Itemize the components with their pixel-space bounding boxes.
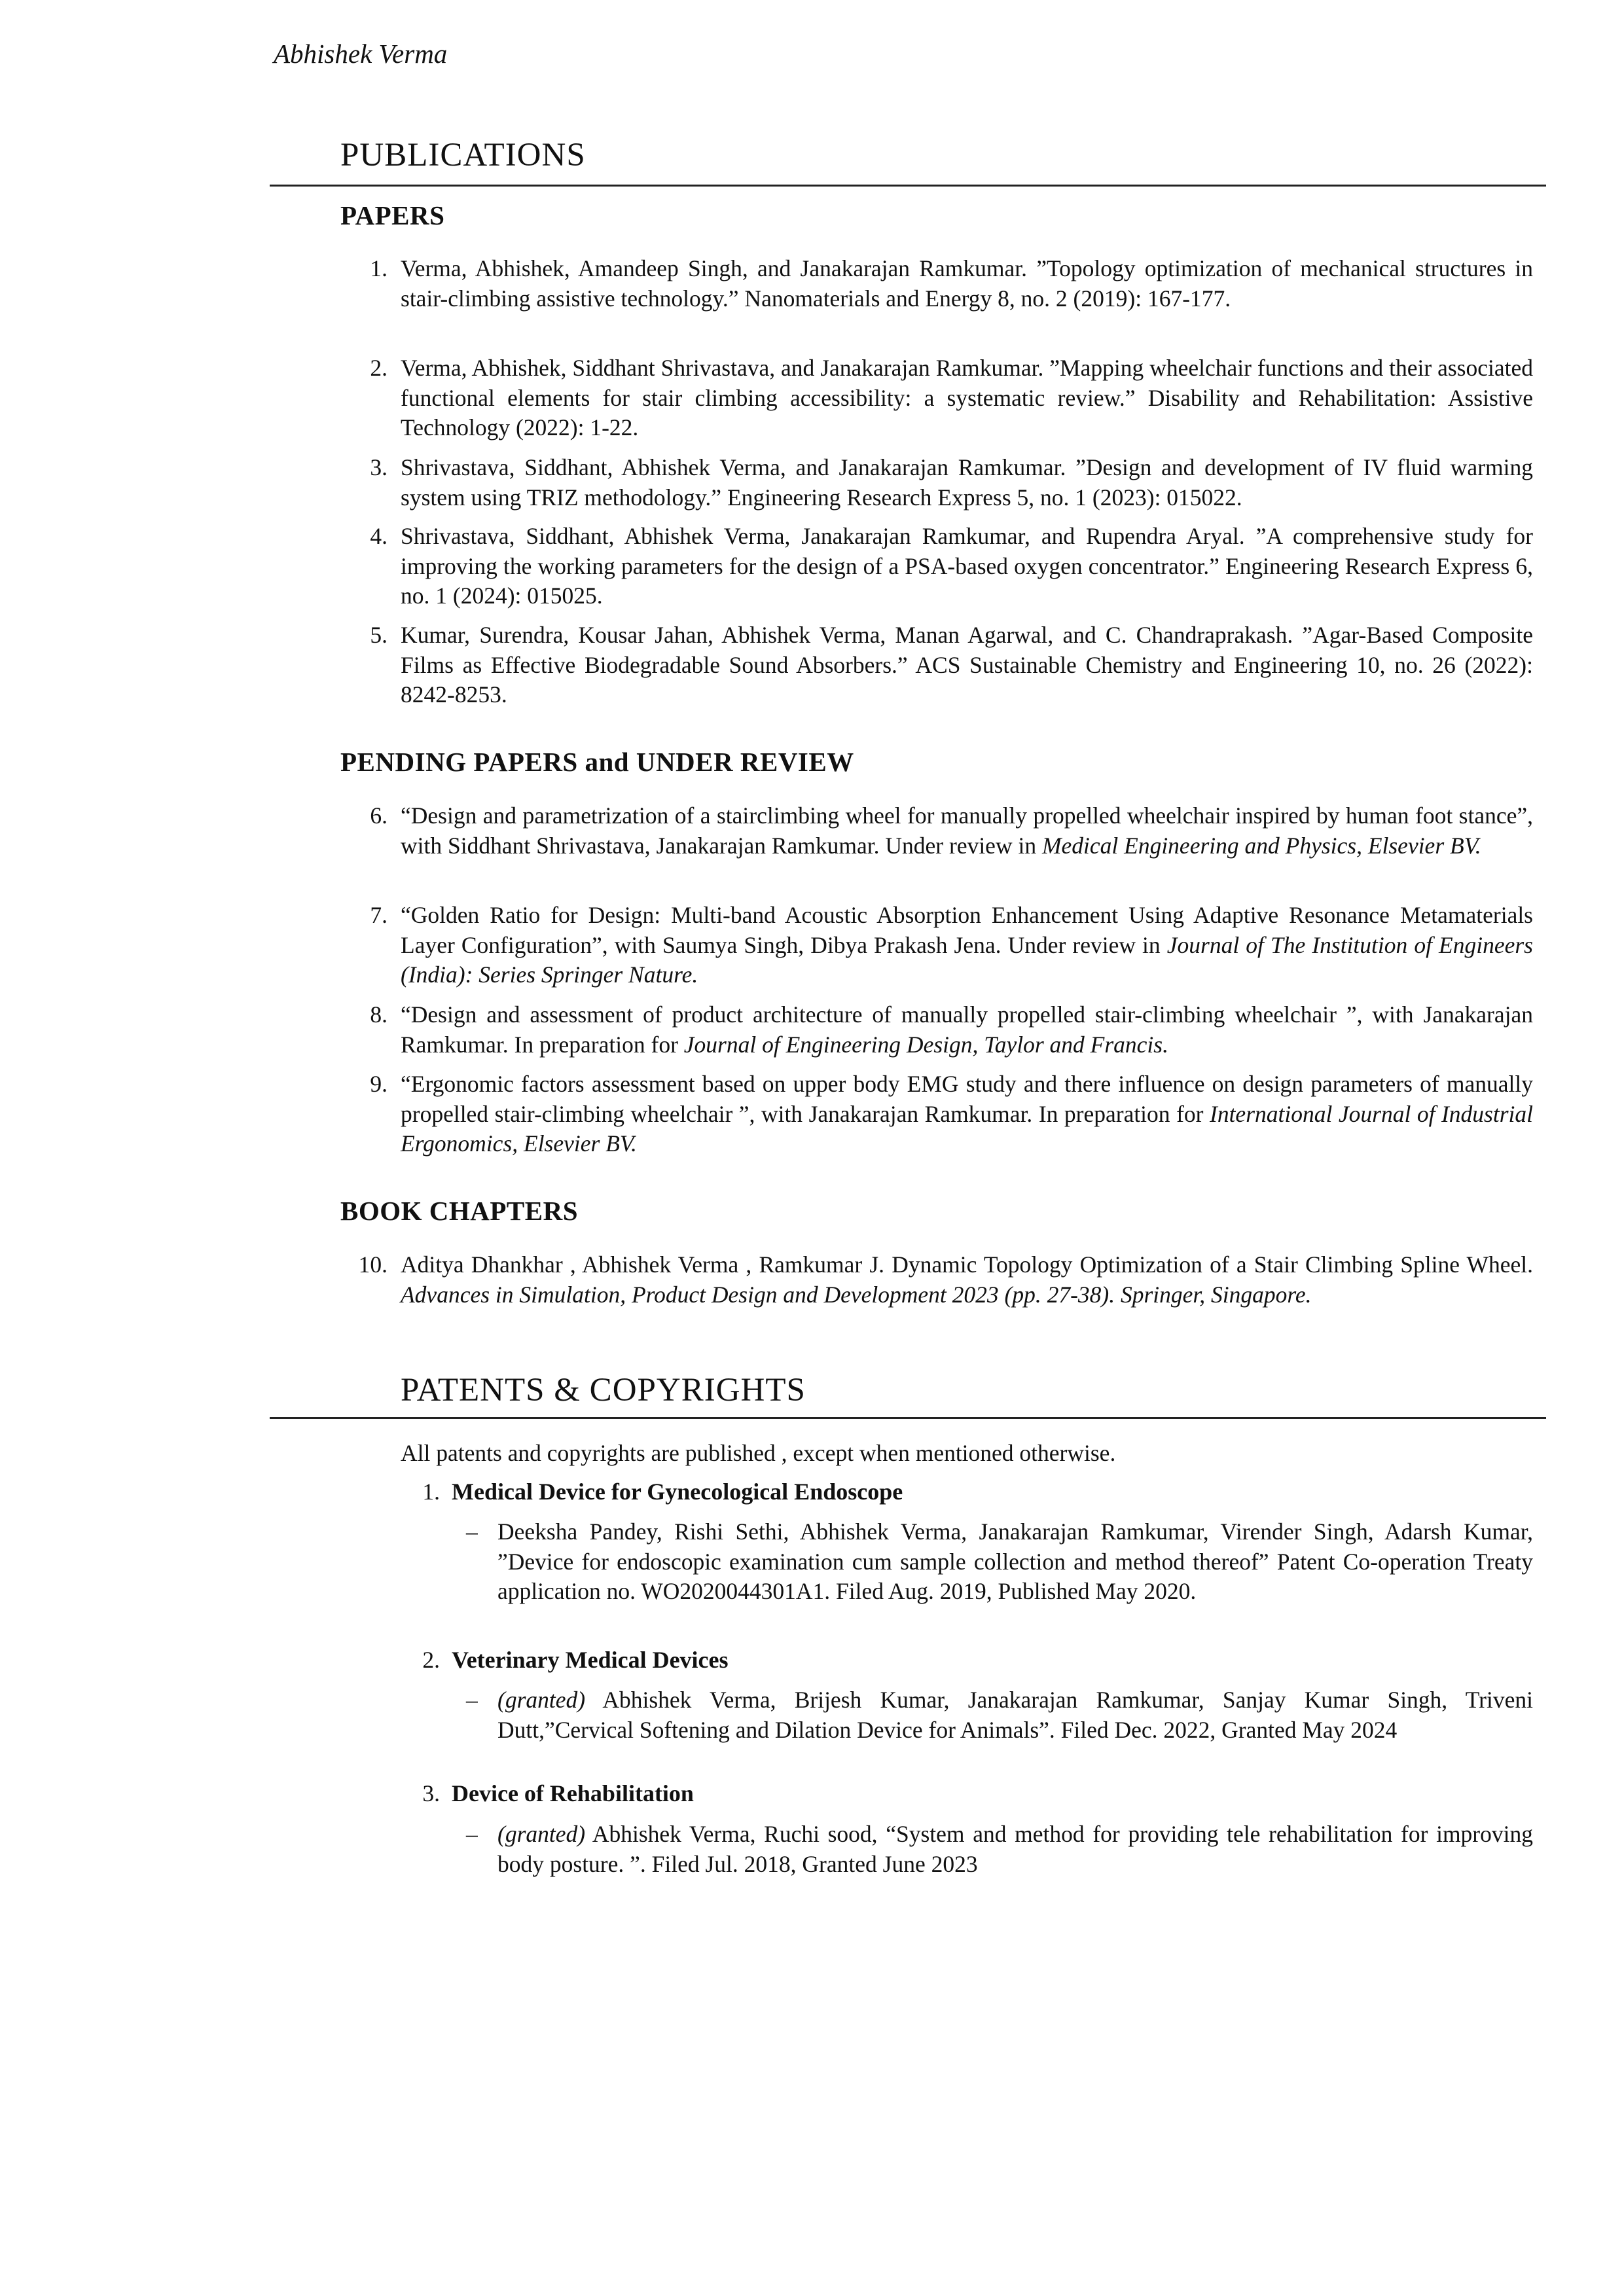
paper-entry: Verma, Abhishek, Siddhant Shrivastava, and Janakarajan Ramkumar. ”Mapping wheelchair functions and their associated functional elements for stair climbing accessibility: a systematic review.” Disability and Rehabilitation: Assistive Technology (2022): 1-22. <box>401 355 1533 440</box>
section-title-patents: PATENTS & COPYRIGHTS <box>401 1372 806 1408</box>
pending-entry-text: “Ergonomic factors assessment based on upper body EMG study and there influence on design parameters of manually propelled stair-climbing wheelchair ”, with Janakarajan Ramkumar. In preparation for <box>401 1071 1533 1127</box>
chapter-entry-venue: Advances in Simulation, Product Design and Development 2023 (pp. 27-38). Springer, Singapore. <box>401 1281 1312 1308</box>
patent-dash: – <box>466 1821 478 1847</box>
patent-title: Medical Device for Gynecological Endoscope <box>452 1479 903 1505</box>
pending-entry-venue: Medical Engineering and Physics, Elsevier BV. <box>1041 832 1481 859</box>
pending-entry-text: “Design and assessment of product architecture of manually propelled stair-climbing wheelchair ”, with Janakarajan Ramkumar. In preparation for <box>401 1001 1533 1058</box>
section-title-publications: PUBLICATIONS <box>340 137 586 173</box>
pending-entry-venue: International Journal of Industrial Ergonomics, Elsevier BV. <box>401 1100 1534 1157</box>
pending-number: 7. <box>370 902 388 928</box>
pending-entry-venue: Journal of The Institution of Engineers (India): Series Springer Nature. <box>401 931 1533 988</box>
paper-number: 3. <box>370 454 388 480</box>
pending-number: 9. <box>370 1071 388 1097</box>
pending-entry <box>401 901 1533 990</box>
paper-entry: Shrivastava, Siddhant, Abhishek Verma, and Janakarajan Ramkumar. ”Design and development of IV fluid warming system using TRIZ methodology.” Engineering Research Express 5, no. 1 (2023): 015022. <box>401 454 1533 511</box>
paper-entry: Kumar, Surendra, Kousar Jahan, Abhishek Verma, Manan Agarwal, and C. Chandraprakash. ”Agar-Based Composite Films as Effective Biodegradable Sound Absorbers.” ACS Sustainable Chemistry and Engineering 10, no. 26 (2022): 8242-8253. <box>401 622 1533 708</box>
patent-entry-text: Abhishek Verma, Brijesh Kumar, Janakarajan Ramkumar, Sanjay Kumar Singh, Triveni Dutt,”Cervical Softening and Dilation Device for Animals”. Filed Dec. 2022, Granted May 2024 <box>497 1687 1533 1743</box>
chapter-entry-text: Aditya Dhankhar , Abhishek Verma , Ramkumar J. Dynamic Topology Optimization of a Stair Climbing Spline Wheel. <box>401 1251 1533 1278</box>
patents-intro: All patents and copyrights are published , except when mentioned otherwise. <box>401 1440 1116 1466</box>
patent-entry <box>497 1685 1533 1745</box>
chapter-entry <box>401 1250 1533 1310</box>
patent-status-tag: (granted) <box>497 1687 586 1713</box>
running-head-author: Abhishek Verma <box>274 39 448 69</box>
section-rule <box>270 185 1546 187</box>
patent-entry-text: Abhishek Verma, Ruchi sood, “System and method for providing tele rehabilitation for improving body posture. ”. Filed Jul. 2018, Granted June 2023 <box>497 1821 1533 1877</box>
patent-entry <box>497 1820 1533 1879</box>
paper-entry: Shrivastava, Siddhant, Abhishek Verma, Janakarajan Ramkumar, and Rupendra Aryal. ”A comprehensive study for improving the working parameters for the design of a PSA-based oxygen concentrator.” Engineering Research Express 6, no. 1 (2024): 015025. <box>401 523 1533 609</box>
pending-number: 8. <box>370 1001 388 1028</box>
subsection-title-book-chapters: BOOK CHAPTERS <box>340 1196 579 1226</box>
paper-number: 2. <box>370 355 388 381</box>
patent-status-tag: (granted) <box>497 1821 586 1847</box>
pending-entry <box>401 1069 1533 1159</box>
patent-number: 1. <box>422 1479 440 1505</box>
patent-number: 2. <box>422 1647 440 1673</box>
pending-entry-venue: Journal of Engineering Design, Taylor and Francis. <box>683 1031 1168 1058</box>
patent-entry-text: Deeksha Pandey, Rishi Sethi, Abhishek Verma, Janakarajan Ramkumar, Virender Singh, Adarsh Kumar, ”Device for endoscopic examination cum sample collection and method thereof” Patent Co-operation Treaty application no. WO2020044301A1. Filed Aug. 2019, Published May 2020. <box>497 1518 1533 1604</box>
paper-entry: Verma, Abhishek, Amandeep Singh, and Janakarajan Ramkumar. ”Topology optimization of mechanical structures in stair-climbing assistive technology.” Nanomaterials and Energy 8, no. 2 (2019): 167-177. <box>401 255 1533 312</box>
patent-dash: – <box>466 1687 478 1713</box>
pending-entry <box>401 1000 1533 1060</box>
paper-number: 5. <box>370 622 388 648</box>
patent-entry <box>497 1517 1533 1607</box>
paper-number: 4. <box>370 523 388 549</box>
subsection-title-papers: PAPERS <box>340 200 445 230</box>
pending-number: 6. <box>370 802 388 829</box>
patent-title: Device of Rehabilitation <box>452 1780 694 1806</box>
subsection-title-pending: PENDING PAPERS and UNDER REVIEW <box>340 747 854 777</box>
chapter-number: 10. <box>358 1251 388 1278</box>
pending-entry-text: “Design and parametrization of a stairclimbing wheel for manually propelled wheelchair inspired by human foot stance”, with Siddhant Shrivastava, Janakarajan Ramkumar. Under review in <box>401 802 1533 859</box>
section-rule <box>270 1417 1546 1419</box>
patent-number: 3. <box>422 1780 440 1806</box>
patent-title: Veterinary Medical Devices <box>452 1647 729 1673</box>
patent-dash: – <box>466 1518 478 1545</box>
pending-entry-text: “Golden Ratio for Design: Multi-band Acoustic Absorption Enhancement Using Adaptive Resonance Metamaterials Layer Configuration”, with Saumya Singh, Dibya Prakash Jena. Under review in <box>401 902 1533 958</box>
paper-number: 1. <box>370 255 388 281</box>
pending-entry <box>401 801 1533 861</box>
